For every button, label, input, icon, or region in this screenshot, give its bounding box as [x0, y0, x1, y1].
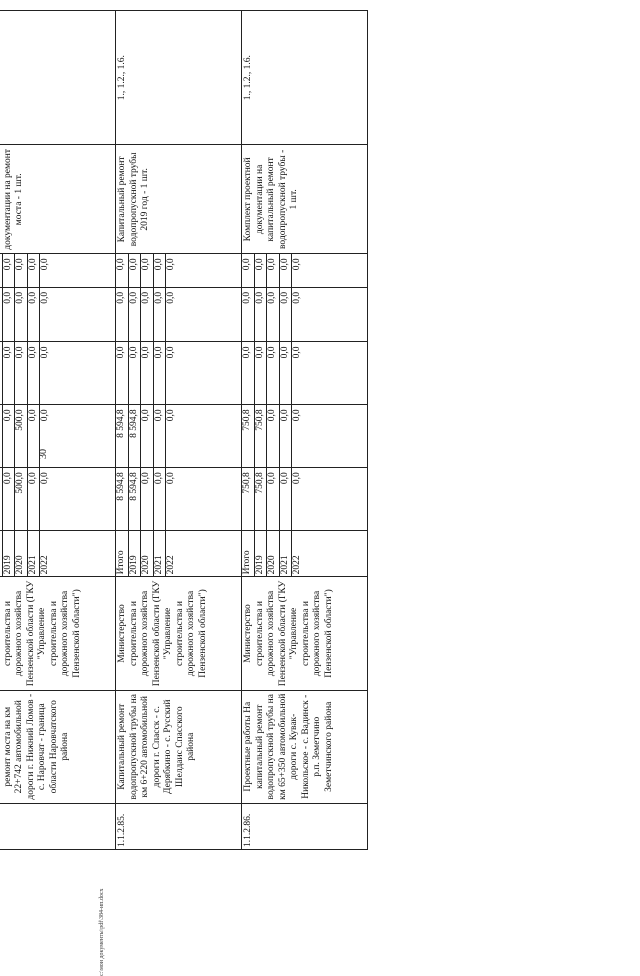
row-col9-value: 0,0 [3, 254, 16, 287]
row-years [116, 531, 242, 577]
table-container [0, 10, 370, 850]
row-col7-value: 0,0 [280, 342, 293, 404]
row-years-value: 2020 [15, 531, 28, 576]
row-col6-value: 0,0 [141, 405, 154, 467]
row-col6-value: 0,0 [40, 409, 50, 422]
row-col5-value: 0,0 [28, 468, 41, 530]
row-col7-value: 0,0 [242, 342, 255, 404]
table-row [116, 11, 242, 850]
row-col8-value: 0,0 [28, 288, 41, 342]
row-col6-value: 750,8 [255, 405, 268, 467]
row-col7-value: 0,0 [141, 342, 154, 404]
footer-file-path: c:\мои документы\pdf\384-ип.docx [99, 888, 105, 976]
row-col7 [0, 342, 116, 405]
row-col8-value: 0,0 [15, 288, 28, 342]
row-col7-value: 0,0 [292, 346, 302, 359]
row-col9-value: 0,0 [15, 254, 28, 287]
row-col5 [242, 468, 368, 531]
row-links: 1., 1.2., 1.6. [242, 11, 368, 145]
row-col9-value: 0,0 [255, 254, 268, 287]
row-years-value: 2022 [40, 555, 50, 575]
row-col9-value: 0,0 [116, 254, 129, 287]
row-col8 [116, 287, 242, 342]
row-col8-value: 0,0 [267, 288, 280, 342]
row-years-value: 2020 [141, 531, 154, 576]
row-code: 1.1.2.86. [242, 803, 368, 849]
row-col8-value: 0,0 [40, 291, 50, 304]
row-links: 1., 1.2., 1.6. [116, 11, 242, 145]
row-links [0, 11, 116, 145]
row-col5-value: 0,0 [40, 472, 50, 485]
row-years-value: 2021 [154, 531, 167, 576]
row-col8-value: 0,0 [280, 288, 293, 342]
row-col5-value: 0,0 [154, 468, 167, 530]
row-col9-value: 0,0 [40, 258, 50, 271]
row-years-value: 2019 [129, 531, 142, 576]
row-col7-value: 0,0 [166, 346, 176, 359]
row-col7-value: 0,0 [154, 342, 167, 404]
row-col6 [242, 405, 368, 468]
row-col6-value: 0,0 [28, 405, 41, 467]
row-years-value: Итого [242, 531, 255, 576]
row-col5-value: 0,0 [141, 468, 154, 530]
row-col9 [116, 254, 242, 288]
row-col5-value: 500,0 [15, 468, 28, 530]
row-col6-value: 8 594,8 [116, 405, 129, 467]
row-col9 [242, 254, 368, 288]
row-result: Капитальный ремонт водопропускной трубы 2019 год - 1 шт. [116, 145, 242, 254]
row-col6-value: 750,8 [242, 405, 255, 467]
row-col8-value: 0,0 [166, 291, 176, 304]
row-col9-value: 0,0 [292, 258, 302, 271]
row-col5 [116, 468, 242, 531]
row-col7-value: 0,0 [40, 346, 50, 359]
row-col7-value: 0,0 [116, 342, 129, 404]
row-col6-value: 0,0 [154, 405, 167, 467]
row-years-value: 2019 [3, 531, 16, 576]
row-years-value: Итого [116, 531, 129, 576]
row-col6 [0, 405, 116, 468]
row-col9-value: 0,0 [141, 254, 154, 287]
row-col9-value: 0,0 [28, 254, 41, 287]
row-result: Комплект проектной документации на капитальный ремонт водопропускной трубы - 1 шт. [242, 145, 368, 254]
row-col8-value: 0,0 [129, 288, 142, 342]
row-col8-value: 0,0 [154, 288, 167, 342]
row-years-value: 2021 [28, 531, 41, 576]
row-col7-value: 0,0 [129, 342, 142, 404]
row-col7-value: 0,0 [267, 342, 280, 404]
row-col5-value: 750,8 [255, 468, 268, 530]
row-col6-value: 500,0 [15, 405, 28, 467]
row-col5 [0, 468, 116, 531]
row-col7 [116, 342, 242, 405]
row-col8-value: 0,0 [3, 288, 16, 342]
row-col9-value: 0,0 [154, 254, 167, 287]
row-col5-value: 0,0 [166, 472, 176, 485]
page-number: 30 [38, 449, 49, 459]
row-col8 [0, 287, 116, 342]
row-col5-value: 750,8 [242, 468, 255, 530]
row-col8-value: 0,0 [242, 288, 255, 342]
row-col5-value: 0,0 [292, 472, 302, 485]
row-col5-value: 0,0 [267, 468, 280, 530]
row-col7-value: 0,0 [255, 342, 268, 404]
row-col6-value: 0,0 [267, 405, 280, 467]
row-years-value: 2021 [280, 531, 293, 576]
row-col8-value: 0,0 [255, 288, 268, 342]
table-row [242, 11, 368, 850]
row-result: документации на ремонт моста - 1 шт. [0, 145, 116, 254]
row-years-value: 2019 [255, 531, 268, 576]
row-executor: Министерство строительства и дорожного хозяйства Пензенской области (ГКУ "Управление строительства и дорожного хозяйства Пензенской области") [242, 577, 368, 690]
row-col6-value: 0,0 [280, 405, 293, 467]
row-col6-value: 0,0 [3, 405, 16, 467]
row-col6 [116, 405, 242, 468]
row-col7-value: 0,0 [28, 342, 41, 404]
row-col9-value: 0,0 [242, 254, 255, 287]
row-code: 1.1.2.85. [116, 803, 242, 849]
row-name: Капитальный ремонт водопропускной трубы на км 6+220 автомобильной дороги г. Спасск - с. Дерябкино - с. Русский Шелдаис Спасского района [116, 690, 242, 803]
row-col5-value: 0,0 [280, 468, 293, 530]
row-years-value: 2022 [166, 555, 176, 575]
row-years-value: 2020 [267, 531, 280, 576]
row-col9-value: 0,0 [129, 254, 142, 287]
row-col8-value: 0,0 [141, 288, 154, 342]
row-executor: строительства и дорожного хозяйства Пензенской области (ГКУ "Управление строительства и дорожного хозяйства Пензенской области") [0, 577, 116, 690]
row-col9 [0, 254, 116, 288]
row-col7 [242, 342, 368, 405]
row-col6-value: 0,0 [166, 409, 176, 422]
row-col7-value: 0,0 [3, 342, 16, 404]
row-years [0, 531, 116, 577]
row-years [242, 531, 368, 577]
row-col9-value: 0,0 [280, 254, 293, 287]
row-col9-value: 0,0 [166, 258, 176, 271]
program-table [0, 10, 368, 850]
row-col5-value: 0,0 [3, 468, 16, 530]
row-executor: Министерство строительства и дорожного хозяйства Пензенской области (ГКУ "Управление строительства и дорожного хозяйства Пензенской области") [116, 577, 242, 690]
row-col5-value: 8 594,8 [116, 468, 129, 530]
row-col7-value: 0,0 [15, 342, 28, 404]
row-years-value: 2022 [292, 555, 302, 575]
row-col5-value: 8 594,8 [129, 468, 142, 530]
row-col6-value: 0,0 [292, 409, 302, 422]
row-name: ремонт моста на км 22+742 автомобильной дороги г. Нижний Ломов - с. Наровчат - граница области Наровчатского района [0, 690, 116, 803]
row-col8-value: 0,0 [292, 291, 302, 304]
row-col9-value: 0,0 [267, 254, 280, 287]
row-col8-value: 0,0 [116, 288, 129, 342]
row-col6-value: 8 594,8 [129, 405, 142, 467]
row-name: Проектные работы На капитальный ремонт водопропускной трубы на км 65+350 автомобильной дороги с. Кувак-Никольское - с. Вадинск - р.п. Земетчино Земетчинского района [242, 690, 368, 803]
row-col8 [242, 287, 368, 342]
